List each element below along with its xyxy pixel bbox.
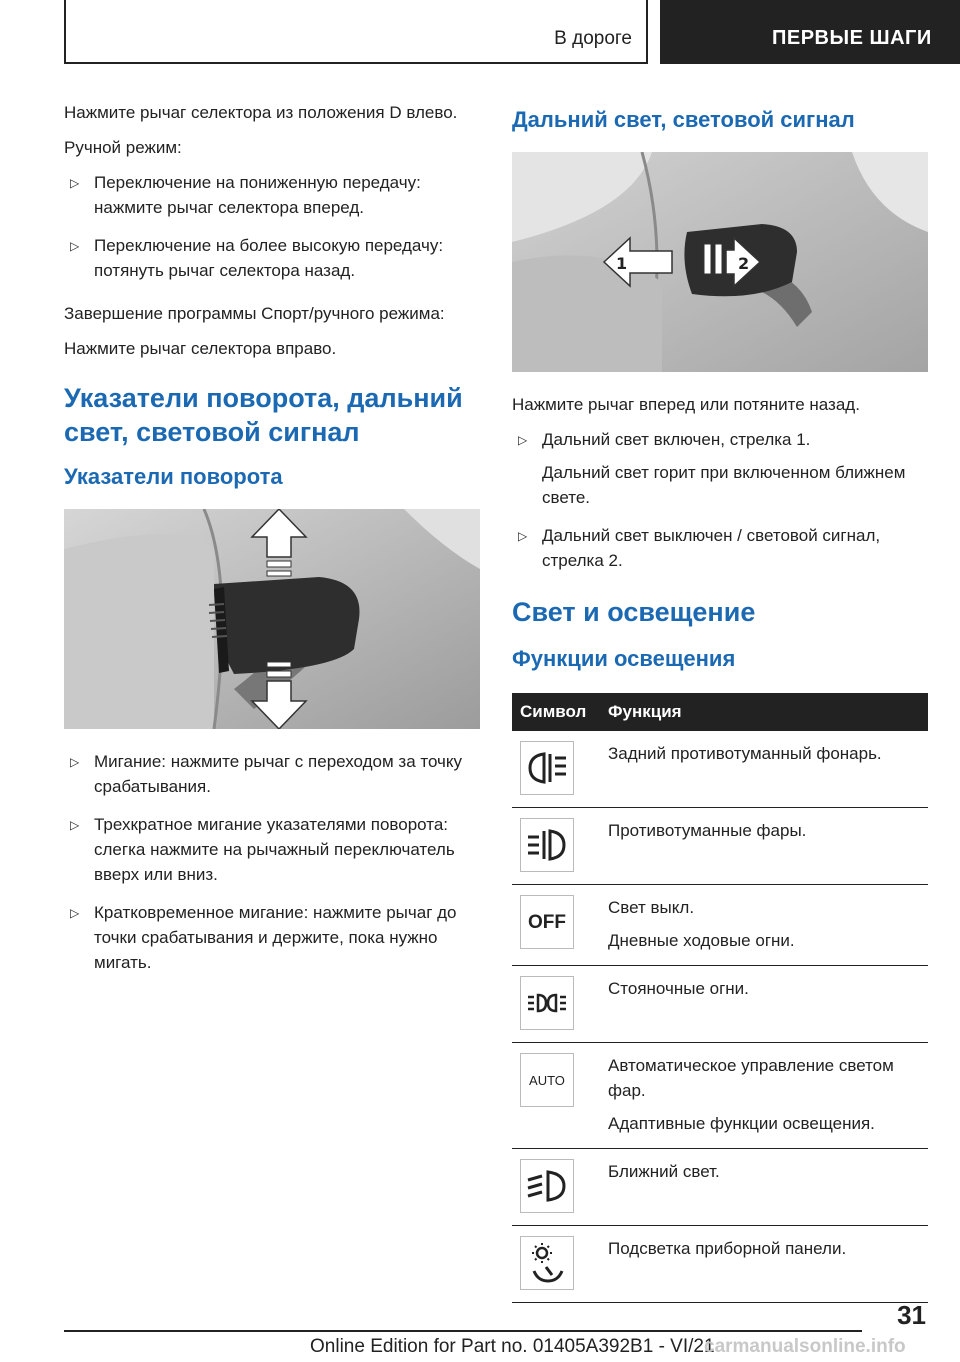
column-header-symbol: Символ	[512, 693, 600, 731]
triangle-bullet-icon: ▷	[70, 906, 80, 920]
table-row: Ближний свет.	[512, 1149, 928, 1226]
header-section-title: В дороге	[554, 28, 632, 49]
triangle-bullet-icon: ▷	[70, 755, 80, 769]
table-row: Задний противотуманный фонарь.	[512, 731, 928, 808]
table-row: Противотуманные фары.	[512, 808, 928, 885]
subsection-heading-turn-signals: Указатели поворота	[64, 464, 283, 489]
table-row: OFF Свет выкл. Дневные ходовые огни.	[512, 885, 928, 966]
header-chapter-title: ПЕРВЫЕ ШАГИ	[772, 27, 932, 49]
triangle-bullet-icon: ▷	[70, 818, 80, 832]
table-row: Стояночные огни.	[512, 966, 928, 1043]
header-section-box	[64, 0, 648, 64]
end-program-text: Завершение программы Спорт/ручного режима:	[64, 304, 445, 323]
subsection-heading-lighting-functions: Функции освещения	[512, 646, 736, 671]
intro-paragraph: Нажмите рычаг селектора из положения D влево.	[64, 103, 458, 122]
high-beam-lever-photo	[512, 152, 928, 372]
table-header-row	[512, 693, 928, 731]
footer-divider	[64, 1330, 862, 1332]
manual-mode-label: Ручной режим:	[64, 138, 182, 157]
list-item: ▷ Дальний свет включен, стрелка 1. Дальний свет горит при включенном ближнем свете.	[518, 430, 906, 507]
off-icon: OFF	[520, 895, 574, 949]
table-row: AUTO Автоматическое управление светом фар. Адаптивные функции освещения.	[512, 1043, 928, 1149]
header-chapter-box	[660, 0, 960, 64]
column-header-function: Функция	[600, 693, 928, 731]
section-heading-turn-signals: Указатели поворота, дальний свет, световой сигнал	[64, 383, 463, 447]
footer-edition: Online Edition for Part no. 01405A392B1 - VI/21	[310, 1336, 715, 1357]
watermark: carmanualsonline.info	[704, 1336, 906, 1357]
arrow-label-2: 2	[738, 254, 750, 273]
triangle-bullet-icon: ▷	[518, 433, 528, 447]
list-item: ▷ Переключение на более высокую передачу: потянуть рычаг селектора назад.	[70, 236, 444, 280]
arrow-label-1: 1	[616, 254, 628, 273]
instrument-lighting-icon	[520, 1236, 574, 1290]
high-beam-intro: Нажмите рычаг вперед или потяните назад.	[512, 395, 860, 414]
low-beam-icon	[520, 1159, 574, 1213]
turn-signal-lever-photo	[64, 509, 480, 729]
triangle-bullet-icon: ▷	[70, 239, 80, 253]
right-column	[512, 100, 928, 1303]
front-fog-lamp-icon	[520, 818, 574, 872]
manual-mode-list	[64, 170, 484, 283]
turn-signal-list	[64, 749, 484, 975]
end-program-action: Нажмите рычаг селектора вправо.	[64, 339, 337, 358]
list-item: ▷ Переключение на пониженную передачу: нажмите рычаг селектора вперед.	[70, 173, 421, 217]
section-heading-lighting: Свет и освещение	[512, 597, 756, 627]
page-number: 31	[897, 1300, 926, 1330]
triangle-bullet-icon: ▷	[70, 176, 80, 190]
high-beam-list	[512, 427, 928, 573]
list-item: ▷ Мигание: нажмите рычаг с переходом за точку срабатывания.	[70, 752, 463, 796]
auto-icon: AUTO	[520, 1053, 574, 1107]
subsection-heading-high-beam: Дальний свет, световой сигнал	[512, 107, 855, 132]
table-row: Подсветка приборной панели.	[512, 1226, 928, 1303]
left-column	[64, 100, 484, 988]
rear-fog-lamp-icon	[520, 741, 574, 795]
list-item: ▷ Трехкратное мигание указателями поворота: слегка нажмите на рычажный переключатель вверх или вниз.	[70, 815, 455, 884]
parking-lights-icon	[520, 976, 574, 1030]
list-item: ▷ Дальний свет выключен / световой сигнал, стрелка 2.	[518, 526, 881, 570]
lighting-functions-table	[512, 693, 928, 1303]
triangle-bullet-icon: ▷	[518, 529, 528, 543]
list-item: ▷ Кратковременное мигание: нажмите рычаг до точки срабатывания и держите, пока нужно мигать.	[70, 903, 457, 972]
